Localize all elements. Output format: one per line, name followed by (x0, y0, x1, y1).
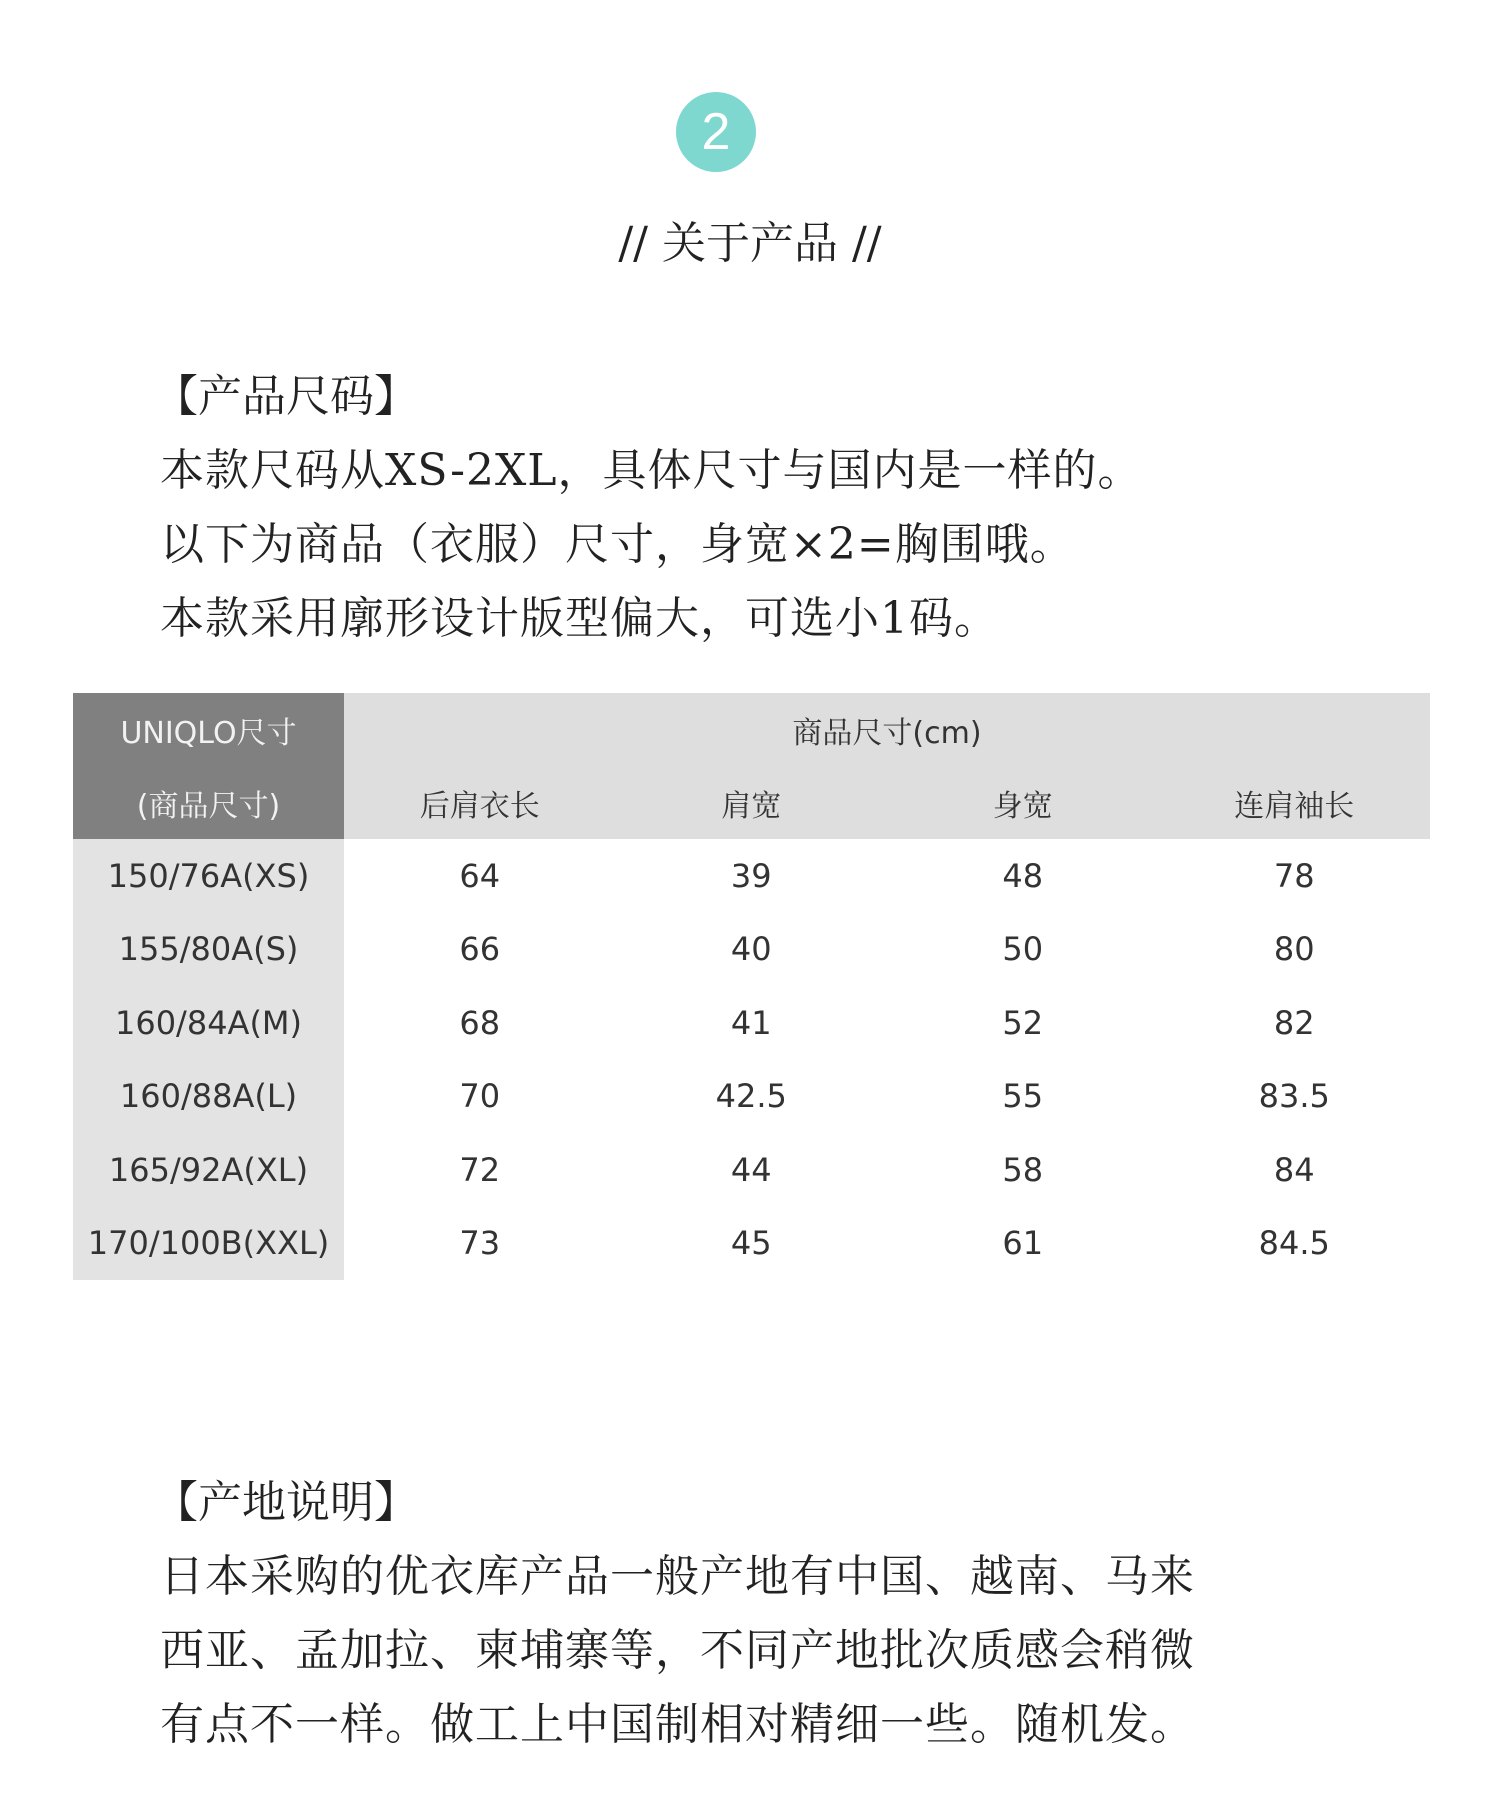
table-cell: 50 (1002, 930, 1044, 969)
table-row (73, 913, 1430, 987)
table-cell: 70 (459, 1077, 501, 1116)
table-cell: 64 (459, 856, 501, 895)
origin-info-line: 西亚、孟加拉、柬埔寨等，不同产地批次质感会稍微 (160, 1625, 1195, 1676)
table-cell: 68 (459, 1003, 501, 1042)
column-header: 后肩衣长 (344, 766, 616, 839)
table-cell: 61 (1002, 1224, 1044, 1263)
table-cell: 80 (1273, 930, 1315, 969)
table-cell: 72 (459, 1150, 501, 1189)
size-info-block (154, 360, 1360, 656)
origin-info-heading: 【产地说明】 (154, 1477, 418, 1528)
table-cell: 44 (730, 1150, 772, 1189)
table-cell: 66 (459, 930, 501, 969)
size-info-heading: 【产品尺码】 (154, 371, 418, 422)
size-label-cell: 160/88A(L) (73, 1060, 344, 1134)
size-info-line: 以下为商品（衣服）尺寸，身宽×2=胸围哦。 (160, 519, 1075, 570)
section-title: // 关于产品 // (618, 218, 882, 269)
size-label-cell: 170/100B(XXL) (73, 1207, 344, 1281)
corner-header-label: UNIQLO尺寸 (73, 693, 344, 766)
size-label-cell: 165/92A(XL) (73, 1133, 344, 1207)
table-cell: 48 (1002, 856, 1044, 895)
table-row (73, 986, 1430, 1060)
table-cell: 40 (730, 930, 772, 969)
table-header-row (73, 766, 1430, 839)
size-label-cell: 160/84A(M) (73, 986, 344, 1060)
origin-info-line: 日本采购的优衣库产品一般产地有中国、越南、马来 (160, 1551, 1195, 1602)
table-row (73, 1207, 1430, 1281)
column-header: 身宽 (887, 766, 1159, 839)
table-header-row (73, 693, 1430, 766)
group-header-label: 商品尺寸(cm) (344, 693, 1430, 766)
step-number-badge: 2 (676, 92, 756, 172)
table-row (73, 839, 1430, 913)
table-cell: 78 (1273, 856, 1315, 895)
table-cell: 39 (730, 856, 772, 895)
table-cell: 58 (1002, 1150, 1044, 1189)
table-cell: 55 (1002, 1077, 1044, 1116)
origin-info-line: 有点不一样。做工上中国制相对精细一些。随机发。 (160, 1699, 1195, 1750)
table-cell: 52 (1002, 1003, 1044, 1042)
column-header: 肩宽 (616, 766, 888, 839)
table-cell: 42.5 (715, 1077, 787, 1116)
table-cell: 84 (1273, 1150, 1315, 1189)
table-cell: 45 (730, 1224, 772, 1263)
size-table (73, 693, 1430, 1280)
table-cell: 73 (459, 1224, 501, 1263)
size-info-line: 本款尺码从XS-2XL，具体尺寸与国内是一样的。 (160, 445, 1143, 496)
table-cell: 41 (730, 1003, 772, 1042)
table-cell: 83.5 (1258, 1077, 1330, 1116)
table-row (73, 1133, 1430, 1207)
table-row (73, 1060, 1430, 1134)
corner-header-sublabel: (商品尺寸) (73, 766, 344, 839)
column-header: 连肩袖长 (1159, 766, 1431, 839)
size-label-cell: 155/80A(S) (73, 913, 344, 987)
origin-info-block (154, 1466, 1360, 1762)
table-cell: 82 (1273, 1003, 1315, 1042)
table-cell: 84.5 (1258, 1224, 1330, 1263)
size-label-cell: 150/76A(XS) (73, 839, 344, 913)
size-info-line: 本款采用廓形设计版型偏大，可选小1码。 (160, 593, 999, 644)
